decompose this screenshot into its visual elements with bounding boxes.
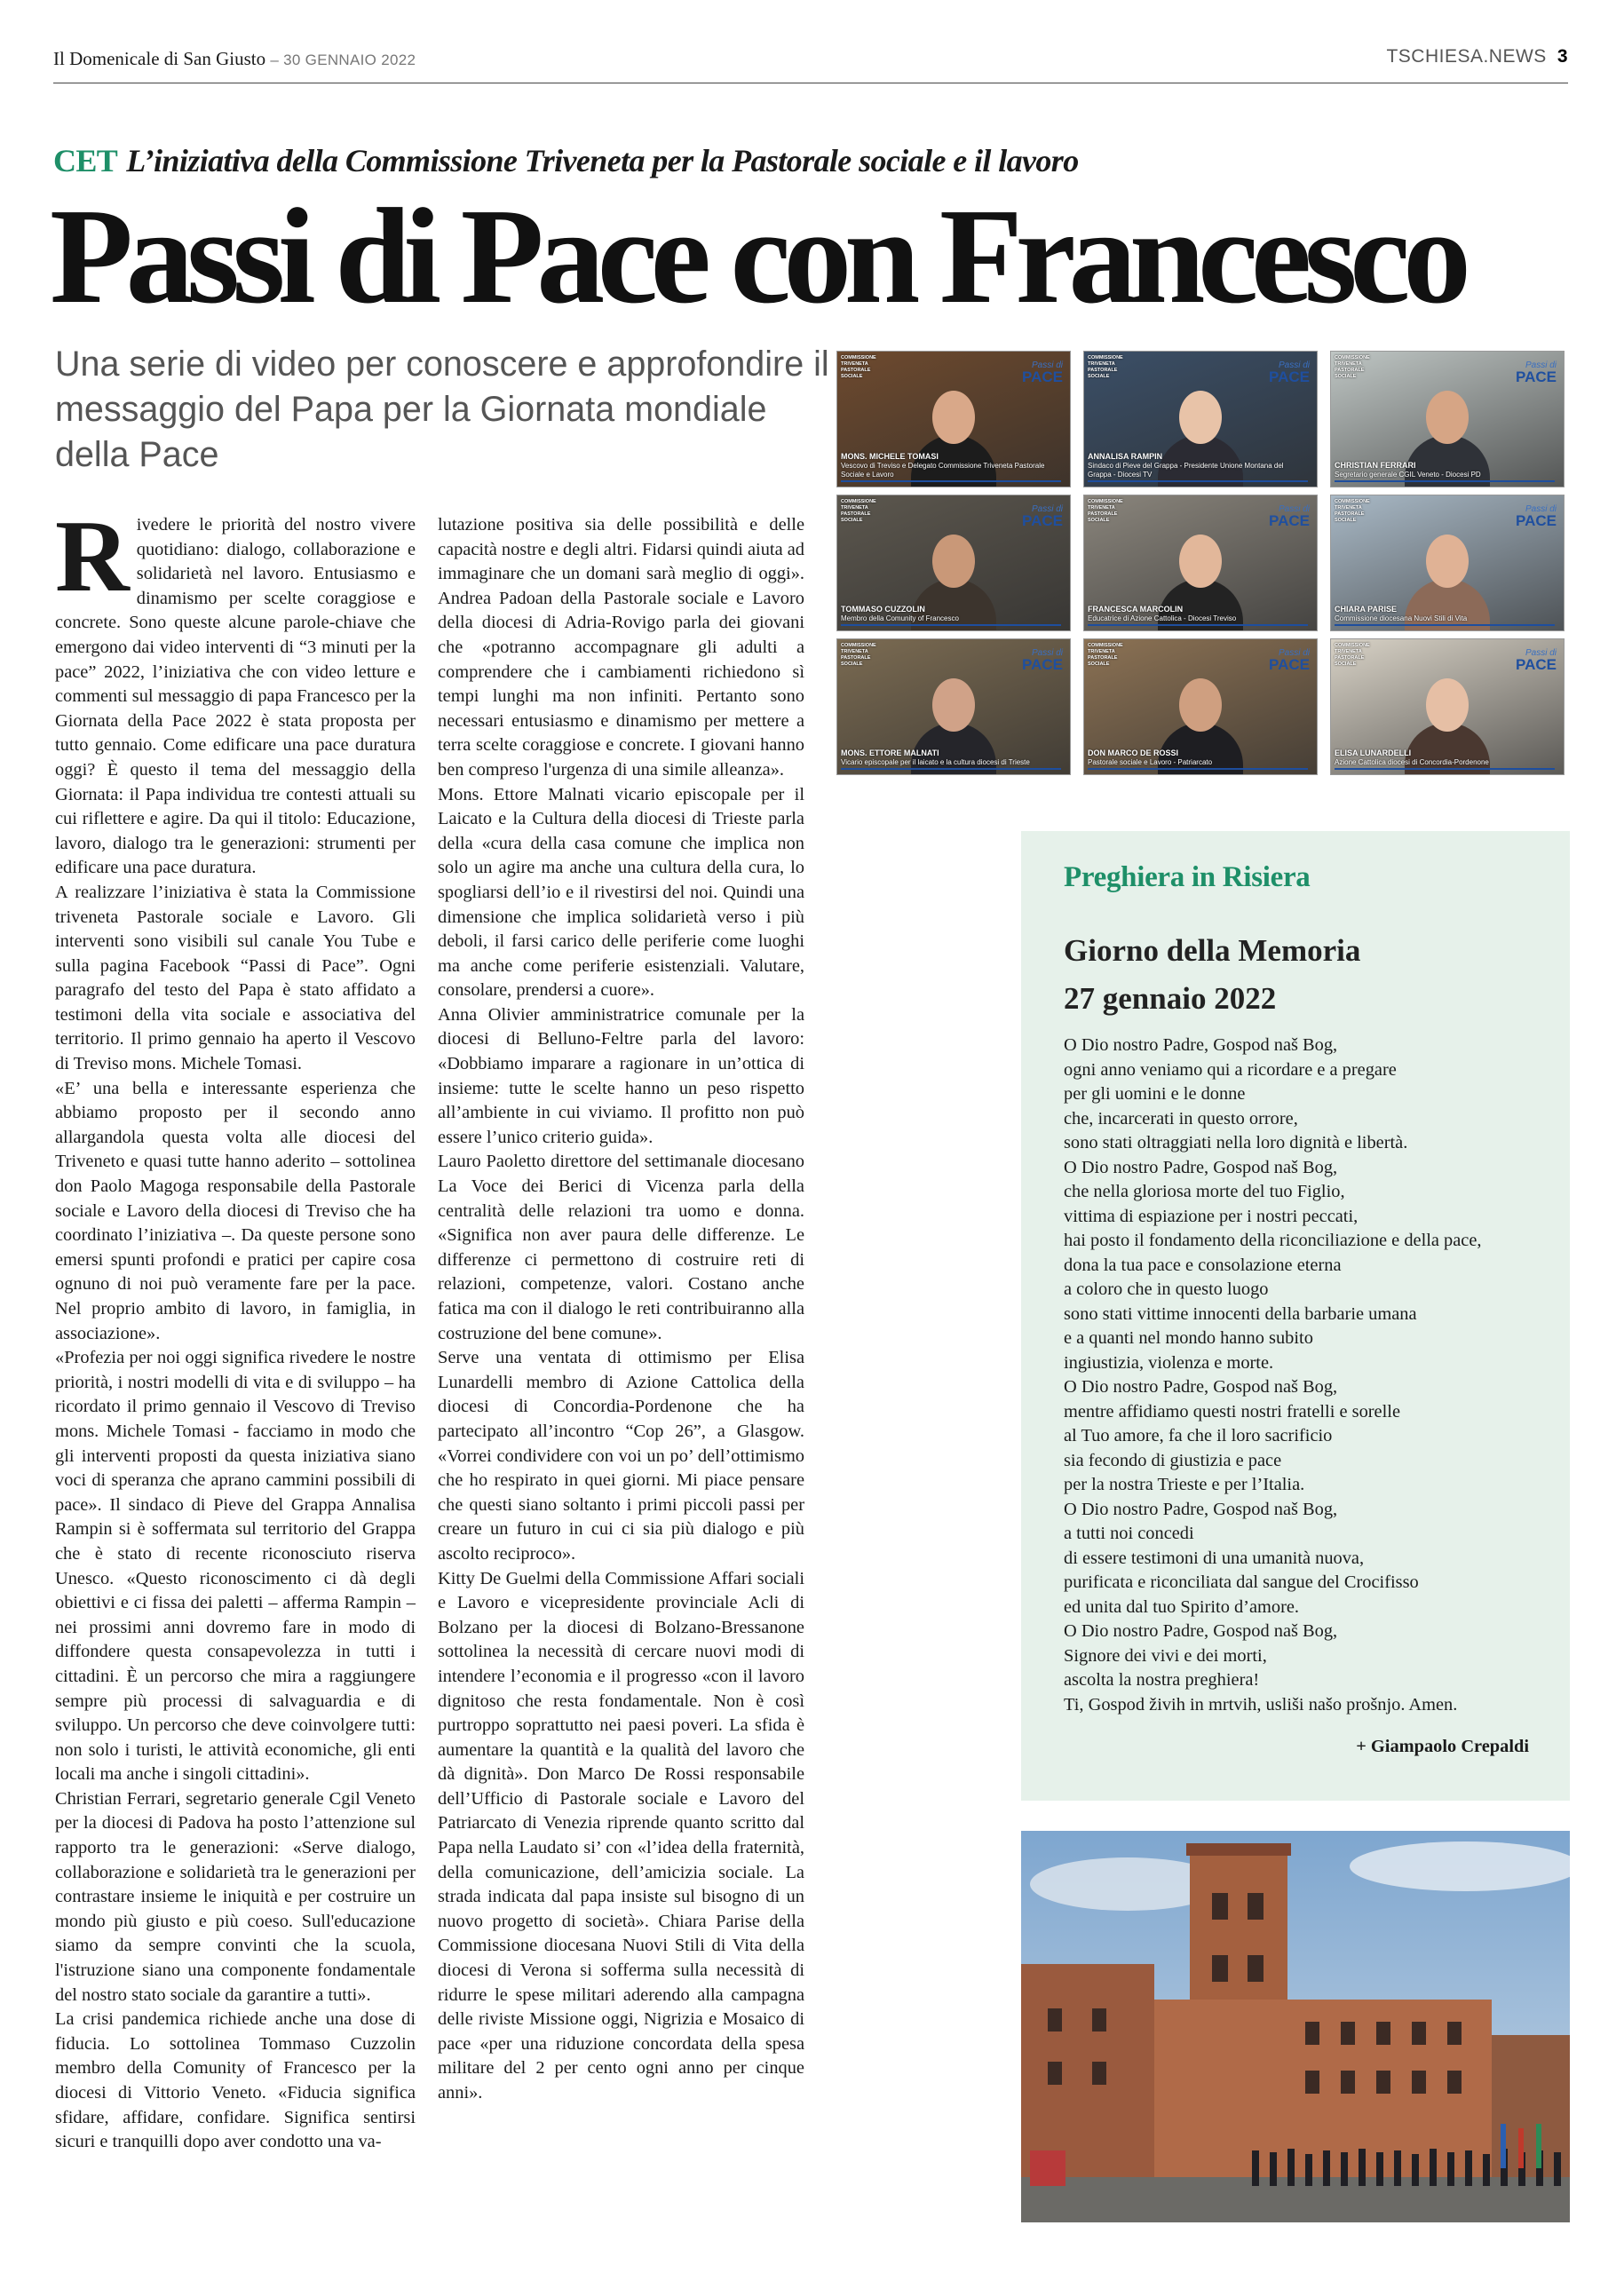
passi-di-pace-logo: Passi di PACE	[1516, 648, 1557, 673]
kicker-text: L’iniziativa della Commissione Triveneta per la Pastorale sociale e il lavoro	[126, 143, 1079, 178]
article-column-1	[55, 500, 416, 2155]
speaker-name: FRANCESCA MARCOLIN	[1088, 605, 1184, 614]
article-paragraph: Kitty De Guelmi della Commissione Affari sociali e Lavoro e vicepresidente provinciale Acli di Bolzano per la diocesi di Bolzano-Bressanone sottolinea la necessità di cercare nuovi modi di intendere l’economia e il progresso «con il lavoro dignitoso che resta fondamentale. Non è così purtroppo soprattutto nei paesi poveri. La sfida è aumentare la quantità e la qualità del lavoro che dà dignità». Don Marco De Rossi responsabile dell’Ufficio di Pastorale sociale e Lavoro del Patriarcato di Venezia riprende quanto scritto dal Papa nella Laudato si’ con «l’idea della fraternità, della comunicazione, dell’amicizia sociale. La strada indicata dal papa insiste sul bisogno di un nuovo progetto di società». Chiara Parise della Commissione diocesana Nuovi Stili di Vita della diocesi di Verona si sofferma sulla necessità di ridurre le spese militari aderendo alla campagna delle riviste Missione oggi, Nigrizia e Mosaico di pace «per una riduzione concordata della spesa militare del 2 per cento ogni anno per cinque anni».	[438, 1568, 804, 2103]
prayer-line: ascolta la nostra preghiera!	[1064, 1670, 1260, 1690]
commission-logo: COMMISSIONE TRIVENETA PASTORALE SOCIALE	[1088, 499, 1123, 523]
issue-date: – 30 GENNAIO 2022	[270, 51, 416, 68]
prayer-line: purificata e riconciliata dal sangue del Crocifisso	[1064, 1572, 1419, 1592]
risiera-photo	[1021, 1831, 1570, 2222]
page-number: 3	[1557, 46, 1568, 67]
passi-di-pace-logo: Passi di PACE	[1269, 648, 1310, 673]
prayer-line: O Dio nostro Padre, Gospod naš Bog,	[1064, 1377, 1338, 1397]
video-tile[interactable]	[1330, 638, 1565, 775]
caption-bar	[1088, 624, 1308, 626]
caption-bar	[841, 624, 1061, 626]
prayer-line: dona la tua pace e consolazione eterna	[1064, 1255, 1342, 1275]
prayer-title: Preghiera in Risiera	[1064, 861, 1311, 893]
speaker-name: DON MARCO DE ROSSI	[1088, 748, 1179, 757]
video-tile[interactable]	[836, 638, 1071, 775]
prayer-line: a tutti noi concedi	[1064, 1524, 1194, 1543]
prayer-line: Ti, Gospod živih in mrtvih, usliši našo prošnjo. Amen.	[1064, 1694, 1458, 1715]
speaker-caption	[841, 452, 1061, 479]
risiera-building-image	[1021, 1831, 1570, 2222]
running-header	[53, 48, 416, 70]
speaker-caption	[841, 748, 1061, 767]
commission-logo: COMMISSIONE TRIVENETA PASTORALE SOCIALE	[1335, 499, 1370, 523]
passi-di-pace-logo: Passi di PACE	[1022, 648, 1063, 673]
article-paragraph: A realizzare l’iniziativa è stata la Commissione triveneta Pastorale sociale e Lavoro. Gli interventi sono visibili sul canale You Tube e sulla pagina Facebook “Passi di Pace”. Ogni paragrafo del testo del Papa è stato affidato a testimoni della vita sociale e associativa del territorio. Il primo gennaio ha aperto il Vescovo di Treviso mons. Michele Tomasi.	[55, 882, 416, 1074]
speaker-role: Membro della Comunity of Francesco	[841, 614, 959, 622]
article-paragraph: «E’ una bella e interessante esperienza che abbiamo proposto per il secondo anno allargandola questa volta alle diocesi del Triveneto e quasi tutte hanno aderito – sottolinea don Paolo Magoga responsabile della Pastorale sociale e Lavoro della diocesi di Treviso che ha coordinato l’iniziativa –. Da queste persone sono emersi spunti profondi e pratici per capire cosa ognuno di noi può veramente fare per la pace. Nel proprio ambito di lavoro, in famiglia, in associazione».	[55, 1078, 416, 1343]
speaker-name: MONS. ETTORE MALNATI	[841, 748, 939, 757]
prayer-line: per gli uomini e le donne	[1064, 1084, 1246, 1104]
article-paragraph: Mons. Ettore Malnati vicario episcopale per il Laicato e la Cultura della diocesi di Trieste parla della «cura della casa comune che implica non solo un agire ma anche una cultura della cura, lo spogliarsi dell’io e il rivestirsi del noi. Quindi una dimensione che implica solidarietà verso i più deboli, il farsi carico delle periferie come luoghi ma anche come periferie esistenziali. Valutare, consolare, prendersi a cuore».	[438, 784, 804, 1001]
caption-bar	[1088, 768, 1308, 770]
caption-bar	[1335, 768, 1555, 770]
video-tile[interactable]	[1083, 495, 1318, 631]
article-column-2	[438, 513, 804, 2106]
video-grid	[836, 351, 1565, 786]
speaker-role: Pastorale sociale e Lavoro - Patriarcato	[1088, 758, 1213, 766]
caption-bar	[841, 480, 1061, 482]
headline: Passi di Pace con Francesco	[50, 181, 1464, 332]
video-tile[interactable]	[1083, 351, 1318, 487]
prayer-line: O Dio nostro Padre, Gospod naš Bog,	[1064, 1621, 1338, 1641]
passi-di-pace-logo: Passi di PACE	[1022, 504, 1063, 529]
speaker-name: CHIARA PARISE	[1335, 605, 1398, 614]
kicker	[53, 142, 1079, 179]
commission-logo: COMMISSIONE TRIVENETA PASTORALE SOCIALE	[841, 355, 876, 379]
prayer-date: 27 gennaio 2022	[1064, 981, 1277, 1016]
prayer-line: O Dio nostro Padre, Gospod naš Bog,	[1064, 1035, 1338, 1055]
prayer-line: che nella gloriosa morte del tuo Figlio,	[1064, 1182, 1345, 1201]
prayer-line: O Dio nostro Padre, Gospod naš Bog,	[1064, 1157, 1338, 1177]
prayer-line: che, incarcerati in questo orrore,	[1064, 1108, 1298, 1129]
prayer-line: ingiustizia, violenza e morte.	[1064, 1352, 1274, 1373]
article-paragraph: La crisi pandemica richiede anche una dose di fiducia. Lo sottolinea Tommaso Cuzzolin membro della Comunity of Francesco per la diocesi di Vittorio Veneto. «Fiducia significa sfidare, affidare, confidare. Significa sentirsi sicuri e tranquilli dopo aver condotto una va-	[55, 2009, 416, 2152]
passi-di-pace-logo: Passi di PACE	[1516, 504, 1557, 529]
speaker-caption	[1335, 461, 1555, 479]
speaker-name: ELISA LUNARDELLI	[1335, 748, 1412, 757]
speaker-name: ANNALISA RAMPIN	[1088, 452, 1163, 461]
speaker-caption	[1088, 452, 1308, 479]
prayer-box	[1021, 831, 1570, 1801]
prayer-line: a coloro che in questo luogo	[1064, 1279, 1269, 1299]
article-paragraph: Lauro Paoletto direttore del settimanale diocesano La Voce dei Berici di Vicenza parla della centralità delle relazioni tra uomo e donna. «Significa non aver paura delle differenze. Le differenze ci permettono di costruire reti di relazioni, competenze, valori. Costano anche fatica ma con il dialogo le reti contribuiranno alla costruzione del bene comune».	[438, 1152, 804, 1343]
video-tile[interactable]	[1330, 351, 1565, 487]
article-paragraph: lutazione positiva sia delle possibilità e delle capacità nostre e degli altri. Fidarsi quindi aiuta ad immaginare che un domani sarà meglio di oggi». Andrea Padoan della Pastorale sociale e Lavoro della diocesi di Adria-Rovigo parla dei giovani che «potranno accompagnare gli adulti a comprendere che i cambiamenti richiedono sì tempi lunghi ma non infiniti. Pertanto sono necessari entusiasmo e dinamismo per mettere a terra scelte coraggiose e concrete. I giovani hanno ben compreso l'urgenza di una simile alleanza».	[438, 515, 804, 780]
prayer-line: per la nostra Trieste e per l’Italia.	[1064, 1475, 1305, 1494]
prayer-line: sia fecondo di giustizia e pace	[1064, 1450, 1282, 1470]
prayer-line: al Tuo amore, fa che il loro sacrificio	[1064, 1426, 1333, 1445]
caption-bar	[1088, 480, 1308, 482]
article-paragraph: «Profezia per noi oggi significa rivedere le nostre priorità, i nostri modelli di vita e di sviluppo – ha ricordato il primo gennaio il Vescovo di Treviso mons. Michele Tomasi - facciamo in modo che gli interventi proposti da questa iniziativa siano voci di speranza che aprano cammini possibili di pace». Il sindaco di Pieve del Grappa Annalisa Rampin si è soffermata sul territorio del Grappa che è stato di recente riconosciuto riserva Unesco. «Questo riconoscimento ci dà degli obiettivi e ci fissa dei paletti – afferma Rampin – nei prossimi anni dovremo fare in modo di diffondere questa consapevolezza in tutti i cittadini. È un percorso che mira a raggiungere sempre più processi di salvaguardia e di sviluppo. Un percorso che deve coinvolgere tutti: non solo i turisti, le attività economiche, gli enti locali ma anche i singoli cittadini».	[55, 1348, 416, 1785]
site-info	[1386, 46, 1568, 67]
prayer-line: di essere testimoni di una umanità nuova,	[1064, 1548, 1365, 1568]
prayer-line: mentre affidiamo questi nostri fratelli e sorelle	[1064, 1401, 1400, 1422]
prayer-line: ogni anno veniamo qui a ricordare e a pregare	[1064, 1059, 1397, 1080]
commission-logo: COMMISSIONE TRIVENETA PASTORALE SOCIALE	[1088, 355, 1123, 379]
passi-di-pace-logo: Passi di PACE	[1022, 360, 1063, 385]
drop-cap: R	[55, 500, 130, 614]
passi-di-pace-logo: Passi di PACE	[1516, 360, 1557, 385]
article-paragraph: Christian Ferrari, segretario generale Cgil Veneto per la diocesi di Padova ha posto l’attenzione sul rapporto tra le generazioni: «Serve dialogo, collaborazione e solidarietà tra le generazioni per contrastare insieme le iniquità e per costruire un mondo più giusto e più coeso. Sull'educazione siamo da sempre convinti che la scuola, l'istruzione siano una componente fondamentale del nostro stato sociale da garantire a tutti».	[55, 1788, 416, 2005]
prayer-subtitle	[1064, 927, 1360, 1023]
prayer-line: sono stati oltraggiati nella loro dignità e libertà.	[1064, 1133, 1408, 1152]
speaker-role: Segretario generale CGIL Veneto - Diocesi PD	[1335, 471, 1481, 479]
prayer-line: Signore dei vivi e dei morti,	[1064, 1645, 1267, 1666]
caption-bar	[1335, 480, 1555, 482]
commission-logo: COMMISSIONE TRIVENETA PASTORALE SOCIALE	[1088, 643, 1123, 667]
prayer-signature: + Giampaolo Crepaldi	[1356, 1737, 1529, 1756]
section-tag: CET	[53, 143, 118, 178]
commission-logo: COMMISSIONE TRIVENETA PASTORALE SOCIALE	[841, 499, 876, 523]
speaker-caption	[1088, 748, 1308, 767]
commission-logo: COMMISSIONE TRIVENETA PASTORALE SOCIALE	[841, 643, 876, 667]
prayer-subtitle-line: Giorno della Memoria	[1064, 933, 1361, 968]
newspaper-name: Il Domenicale di San Giusto	[53, 48, 266, 69]
passi-di-pace-logo: Passi di PACE	[1269, 504, 1310, 529]
commission-logo: COMMISSIONE TRIVENETA PASTORALE SOCIALE	[1335, 643, 1370, 667]
prayer-line: O Dio nostro Padre, Gospod naš Bog,	[1064, 1499, 1338, 1519]
caption-bar	[1335, 624, 1555, 626]
speaker-caption	[1335, 605, 1555, 623]
caption-bar	[841, 768, 1061, 770]
prayer-line: ed unita dal tuo Spirito d’amore.	[1064, 1596, 1300, 1617]
passi-di-pace-logo: Passi di PACE	[1269, 360, 1310, 385]
commission-logo: COMMISSIONE TRIVENETA PASTORALE SOCIALE	[1335, 355, 1370, 379]
video-tile[interactable]	[1330, 495, 1565, 631]
video-tile[interactable]	[836, 351, 1071, 487]
prayer-line: vittima di espiazione per i nostri peccati,	[1064, 1206, 1359, 1226]
prayer-text	[1064, 1034, 1561, 1717]
speaker-role: Educatrice di Azione Cattolica - Diocesi Treviso	[1088, 614, 1237, 622]
article-paragraph: Serve una ventata di ottimismo per Elisa Lunardelli membro di Azione Cattolica della diocesi di Concordia-Pordenone che ha partecipato all’incontro “Cop 26”, a Glasgow. «Vorrei condividere con voi un po’ dell’ottimismo che ho respirato in quei giorni. Mi piace pensare che questi siano soltanto i primi piccoli passi per creare un futuro in cui ci sia più dialogo e più ascolto reciproco».	[438, 1348, 804, 1564]
article-paragraph: Anna Olivier amministratrice comunale per la diocesi di Belluno-Feltre parla del lavoro: «Dobbiamo imparare a ragionare in un’ottica di insieme: tutte le scelte hanno un peso rispetto all’ambiente in cui viviamo. Il profitto non può essere l’unico criterio guida».	[438, 1004, 804, 1147]
speaker-role: Vicario episcopale per il laicato e la cultura diocesi di Trieste	[841, 758, 1030, 766]
article-paragraph: Rivedere le priorità del nostro vivere quotidiano: dialogo, collaborazione e solidarietà nel lavoro. Entusiasmo e dinamismo per scelte coraggiose e concrete. Sono queste alcune parole-chiave che emergono dai video interventi di “3 minuti per la pace” 2022, l’iniziativa che con video letture e commenti sul messaggio di papa Francesco per la Giornata della Pace 2022 è stata proposta per tutto gennaio. Come edificare una pace duratura oggi? È questo il tema del messaggio della Giornata: il Papa individua tre contesti attuali su cui riflettere e agire. Da qui il titolo: Educazione, lavoro, dialogo tra le generazioni: strumenti per edificare una pace duratura.	[55, 500, 416, 878]
speaker-caption	[841, 605, 1061, 623]
video-tile[interactable]	[1083, 638, 1318, 775]
prayer-line: sono stati vittime innocenti della barbarie umana	[1064, 1303, 1417, 1324]
subtitle: Una serie di video per conoscere e approfondire il messaggio del Papa per la Giornata mondiale della Pace	[55, 345, 829, 474]
speaker-role: Sindaco di Pieve del Grappa - Presidente Unione Montana del Grappa - Diocesi TV	[1088, 462, 1284, 479]
speaker-caption	[1335, 748, 1555, 767]
speaker-name: CHRISTIAN FERRARI	[1335, 461, 1416, 470]
site-link[interactable]: TSCHIESA.NEWS	[1386, 46, 1547, 67]
speaker-role: Azione Cattolica diocesi di Concordia-Pordenone	[1335, 758, 1489, 766]
video-tile[interactable]	[836, 495, 1071, 631]
speaker-role: Commissione diocesana Nuovi Stili di Vita	[1335, 614, 1468, 622]
prayer-line: hai posto il fondamento della riconciliazione e della pace,	[1064, 1231, 1482, 1250]
speaker-caption	[1088, 605, 1308, 623]
speaker-name: TOMMASO CUZZOLIN	[841, 605, 925, 614]
speaker-role: Vescovo di Treviso e Delegato Commissione Triveneta Pastorale Sociale e Lavoro	[841, 462, 1045, 479]
speaker-name: MONS. MICHELE TOMASI	[841, 452, 939, 461]
prayer-line: e a quanti nel mondo hanno subito	[1064, 1328, 1313, 1348]
